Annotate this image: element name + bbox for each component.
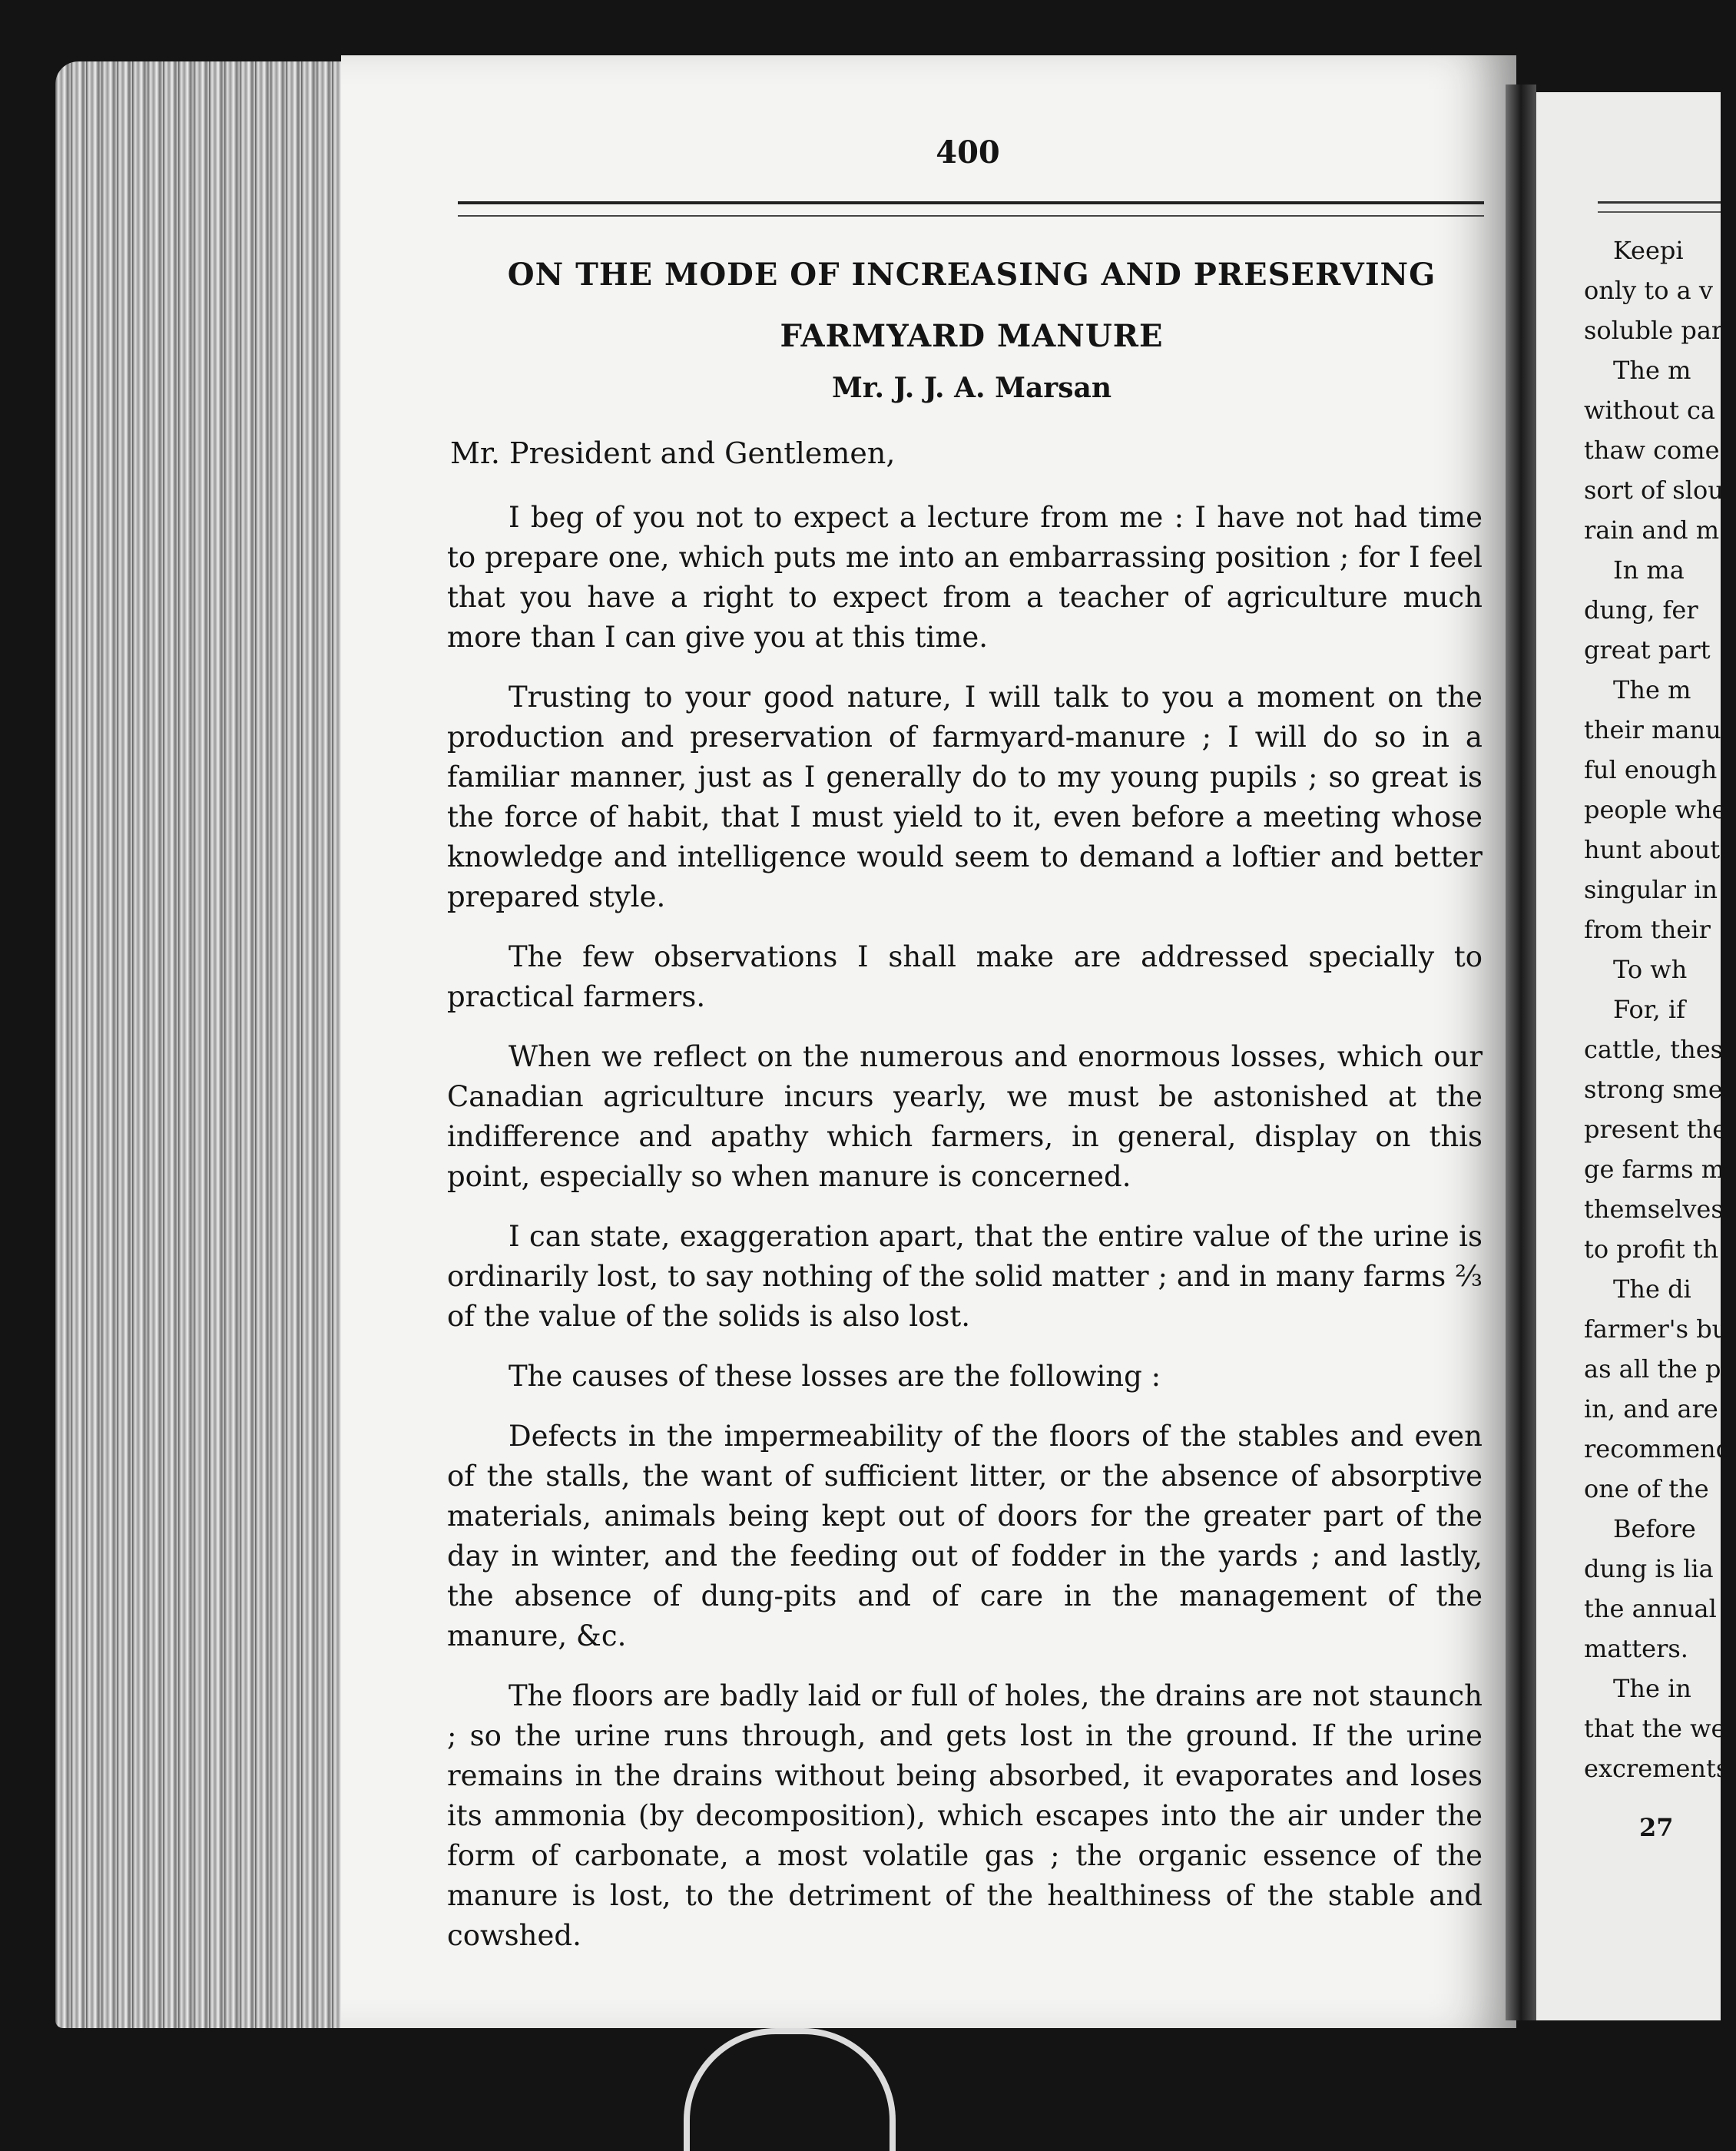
header-rule [458,201,1484,217]
right-page-line: In ma [1613,555,1685,585]
right-page-line: themselves [1584,1195,1724,1224]
paragraph: The causes of these losses are the following : [509,1360,1161,1393]
right-page-line: strong sme [1584,1075,1723,1104]
right-page-line: hunt about [1584,835,1721,864]
right-page-line: soluble par [1584,316,1724,345]
right-page-line: that the we [1584,1714,1726,1743]
right-page-line: To wh [1613,955,1688,984]
article-author: Mr. J. J. A. Marsan [831,372,1112,404]
right-page-line: The m [1613,356,1691,385]
right-page-line: ful enough [1584,755,1718,784]
paragraph: The few observations I shall make are addressed specially to practical farmers. [447,940,1483,1013]
right-page-line: recommend [1584,1434,1732,1463]
book-gutter [1506,85,1536,2020]
right-page-line: people whe [1584,795,1727,824]
right-page-line: For, if [1613,995,1685,1024]
right-page-header-rule [1598,201,1721,213]
page-number: 400 [936,134,1000,171]
paragraph: I beg of you not to expect a lecture from me : I have not had time to prepare one, which puts me into an embarrassing position ; for I feel that you have a right to expect from a teacher of agriculture much more than I can give you at this time. [447,501,1483,654]
paragraph: Trusting to your good nature, I will talk to you a moment on the production and preservation of farmyard-manure ; I will do so in a familiar manner, just as I generally do to my young pupils ; so great is the force of habit, that I must yield to it, even before a meeting whose knowledge and intelligence would seem to demand a loftier and better prepared style. [447,681,1483,913]
page-clip [684,2028,896,2151]
right-page-line: The m [1613,675,1691,704]
right-page-line: Before [1613,1514,1696,1543]
paragraph: When we reflect on the numerous and enormous losses, which our Canadian agriculture incurs yearly, we must be astonished at the indifference and apathy which farmers, in general, display on this point, especially so when manure is concerned. [447,1040,1483,1193]
right-page-text [1584,230,1736,1788]
paragraph: The floors are badly laid or full of holes, the drains are not staunch ; so the urine runs through, and gets lost in the ground. If the urine remains in the drains without being absorbed, it evaporates and loses its ammonia (by decomposition), which escapes into the air under the form of carbonate, a most volatile gas ; the organic essence of the manure is lost, to the detriment of the healthiness of the stable and cowshed. [447,1679,1483,1952]
right-page-signature-number: 27 [1639,1813,1674,1842]
right-page-line: only to a v [1584,276,1713,305]
right-page-line: dung, fer [1584,595,1698,625]
right-page-line: without ca [1584,396,1715,425]
right-page-line: matters. [1584,1634,1688,1663]
right-page-line: thaw come [1584,436,1720,465]
right-page-line: rain and m [1584,515,1720,545]
right-page-line: one of the [1584,1474,1709,1503]
right-page-line: present the [1584,1115,1728,1144]
right-page-line: the annual [1584,1594,1717,1623]
paragraph: Defects in the impermeability of the floors of the stables and even of the stalls, the want of sufficient litter, or the absence of absorptive materials, animals being kept out of doors for the greater part of the day in winter, and the feeding out of fodder in the yards ; and lastly, the absence of dung-pits and of care in the management of the manure, &c. [447,1420,1483,1652]
right-page-line: in, and are [1584,1394,1718,1424]
right-page-line: farmer's bu [1584,1314,1728,1344]
book-page-edges [55,61,341,2028]
right-page-line: The di [1613,1274,1691,1304]
right-page-line: singular in [1584,875,1718,904]
article-title: ON THE MODE OF INCREASING AND PRESERVING FARMYARD MANURE [507,257,1436,354]
right-page-line: as all the p [1584,1354,1721,1384]
right-page-line: excrements, [1584,1754,1736,1783]
right-page-line: Keepi [1613,236,1684,265]
right-page-line: to profit th [1584,1235,1719,1264]
right-page-line: dung is lia [1584,1554,1714,1583]
right-page-line: great part [1584,635,1711,665]
right-page-line: sort of slou [1584,476,1724,505]
right-page-line: from their [1584,915,1711,944]
right-page-line: cattle, thes [1584,1035,1724,1064]
right-page-line: ge farms m [1584,1155,1725,1184]
salutation: Mr. President and Gentlemen, [450,436,896,470]
article-body [447,498,1483,1976]
paragraph: I can state, exaggeration apart, that the entire value of the urine is ordinarily lost, to say nothing of the solid matter ; and in many farms ⅔ of the value of the solids is also lost. [447,1220,1483,1333]
right-page-line: The in [1613,1674,1691,1703]
right-page-line: their manu [1584,715,1721,744]
